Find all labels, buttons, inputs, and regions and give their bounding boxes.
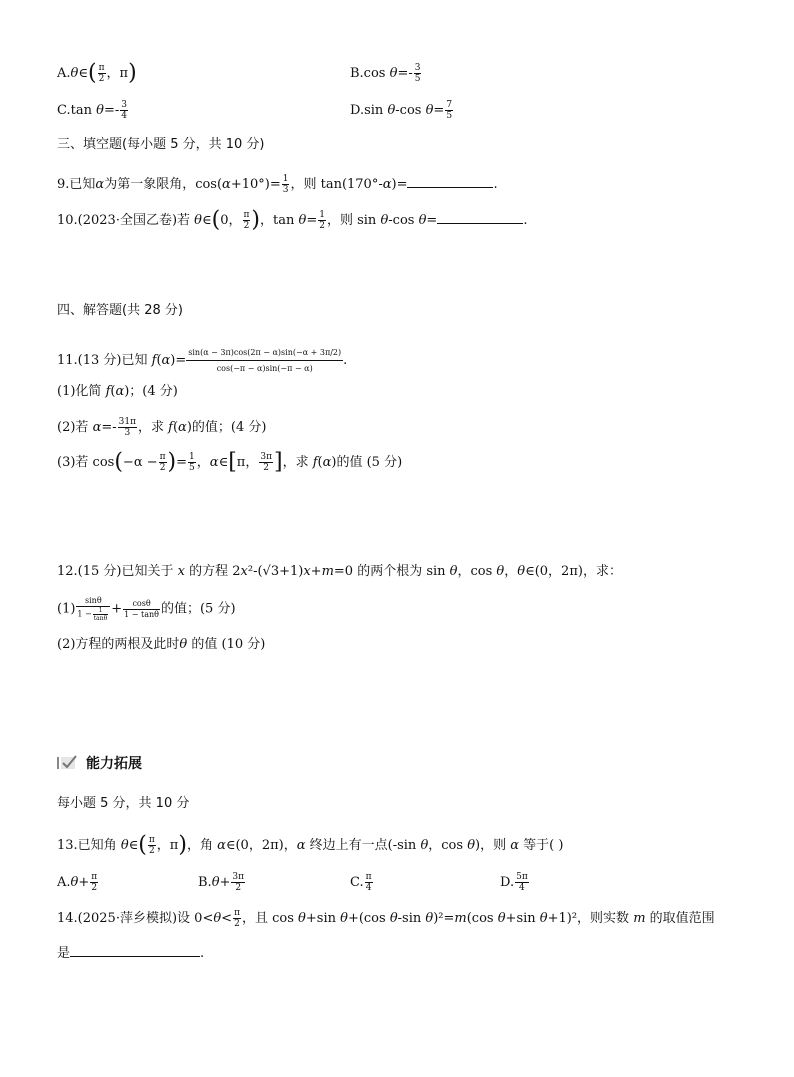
lparen: (: [138, 832, 147, 858]
frac-den: 2: [148, 846, 155, 856]
text: )=: [391, 177, 408, 192]
var: α: [222, 177, 231, 192]
text: 1 −: [77, 609, 92, 619]
var-theta: θ: [389, 66, 398, 81]
text: ，: [156, 838, 170, 853]
text: 的方程 2: [184, 564, 241, 579]
frac-num: π: [148, 835, 155, 845]
frac-num: 1: [282, 174, 289, 184]
text: +: [111, 601, 123, 617]
var: x: [177, 564, 185, 579]
text: (cos: [466, 911, 498, 926]
frac: [445, 100, 453, 121]
text: ，: [196, 455, 210, 470]
text: +: [219, 875, 231, 890]
frac-num: cosθ: [123, 599, 160, 610]
frac-den: 2: [243, 221, 250, 231]
option-label: A.: [57, 66, 71, 81]
var: θ: [418, 213, 427, 228]
answer-blank[interactable]: [407, 174, 493, 188]
text: ∈(0，2π)，: [225, 838, 297, 853]
rparen: ): [167, 449, 177, 475]
var: x: [240, 564, 248, 579]
text: <: [221, 911, 233, 926]
frac-den: 5: [446, 111, 453, 121]
var: α: [95, 177, 105, 192]
text: (: [110, 384, 116, 399]
frac-num: 3π: [260, 452, 272, 462]
var-theta: θ: [425, 103, 434, 118]
frac: [159, 452, 167, 473]
text: +: [78, 875, 90, 890]
question-13: [57, 832, 564, 858]
frac: [93, 607, 108, 622]
frac-num: 5π: [516, 872, 528, 882]
big-fraction: [186, 347, 343, 374]
text: π，: [236, 455, 259, 470]
frac-num: 31π: [118, 417, 137, 427]
section-3-title: 三、填空题(每小题 5 分，共 10 分): [57, 137, 265, 152]
rel: =: [433, 103, 445, 118]
frac-den: [76, 607, 110, 622]
text: 10.(2023·全国乙卷)若: [57, 213, 195, 228]
frac-den: 2: [319, 221, 325, 231]
question-11-part-2: [57, 417, 266, 438]
q8-option-b: [350, 63, 422, 84]
question-12: [57, 563, 622, 581]
frac-den: 5: [414, 74, 421, 84]
var: θ: [497, 911, 506, 926]
frac-num: 3: [414, 63, 421, 73]
text: 为第一象限角，cos(: [104, 177, 223, 192]
frac-num: π: [365, 872, 372, 882]
text: 的取值范围: [645, 911, 715, 926]
text: -cos: [388, 213, 419, 228]
text: (3)若 cos: [57, 455, 115, 470]
question-9: [57, 174, 498, 195]
text: .: [523, 213, 528, 228]
frac: [118, 417, 137, 438]
option-label: D.: [500, 875, 515, 890]
text: (: [172, 420, 179, 435]
text: =0 的两个根为 sin: [333, 564, 450, 579]
var: θ: [467, 838, 476, 853]
q8-option-d: [350, 100, 454, 121]
var: x: [303, 564, 311, 579]
frac-den: 2: [91, 883, 98, 893]
option-label: C.tan: [57, 103, 97, 118]
text: 等于( ): [519, 838, 564, 853]
frac-den: 4: [519, 883, 525, 893]
rparen: ): [251, 207, 261, 233]
text: )，则: [475, 838, 511, 853]
var: α: [178, 420, 187, 435]
text: (: [156, 353, 162, 368]
var: α: [161, 353, 171, 368]
question-11: [57, 347, 347, 374]
frac-num: 3: [121, 100, 127, 110]
var: α: [382, 177, 392, 192]
q8-option-c: [57, 100, 129, 121]
text: (2)方程的两根及此时: [57, 637, 180, 652]
var: f: [151, 353, 157, 368]
frac: [120, 100, 128, 121]
frac-den: 2: [234, 919, 240, 929]
question-12-part-1: [57, 596, 236, 622]
text: 11.(13 分)已知: [57, 353, 152, 368]
var: θ: [120, 838, 129, 853]
var: θ: [496, 564, 505, 579]
frac-den: 2: [235, 883, 242, 893]
var: θ: [389, 911, 398, 926]
text: ²-(√3+1): [247, 564, 304, 579]
text: 终边上有一点(-sin: [305, 838, 421, 853]
lparen: (: [211, 207, 221, 233]
text: (: [317, 455, 323, 470]
text: +sin: [505, 911, 540, 926]
question-12-part-2: [57, 636, 265, 654]
text: 的值；(5 分): [160, 601, 236, 617]
frac: [259, 452, 273, 473]
rel: ∈: [78, 66, 88, 81]
q13-option-b: [198, 872, 246, 893]
ability-subtitle: 每小题 5 分，共 10 分: [57, 796, 190, 811]
text: ，且 cos: [242, 911, 299, 926]
rparen: ): [128, 60, 137, 86]
text: =: [176, 455, 188, 470]
var: m: [321, 564, 334, 579]
text: −α −: [122, 455, 158, 470]
lparen: (: [114, 449, 123, 475]
text: 的值 (10 分): [187, 637, 266, 652]
text: ∈: [202, 213, 212, 228]
frac-den: 2: [159, 463, 166, 473]
var: θ: [425, 911, 434, 926]
frac-num: sin(α − 3π)cos(2π − α)sin(−α + 3π/2): [186, 347, 343, 361]
answer-blank[interactable]: [70, 943, 200, 957]
text: 14.(2025·萍乡模拟)设 0<: [57, 911, 214, 926]
frac: [123, 599, 160, 620]
text: (1): [57, 601, 76, 617]
frac-den: 2: [98, 74, 105, 84]
text: ，cos: [457, 564, 497, 579]
frac: [515, 872, 529, 893]
q13-option-c: [350, 872, 374, 893]
var: α: [92, 420, 102, 435]
frac: [282, 174, 290, 195]
var: α: [510, 838, 520, 853]
text: ∈: [128, 838, 139, 853]
icon-bar: [57, 757, 59, 769]
text: )的值；(4 分): [186, 420, 267, 435]
var: θ: [380, 213, 389, 228]
frac-den: 4: [365, 883, 372, 893]
frac-den: 1 − tanθ: [124, 609, 159, 619]
var: θ: [213, 911, 222, 926]
text: ，cos: [428, 838, 468, 853]
question-11-part-3: [57, 449, 403, 475]
text: )的值 (5 分): [331, 455, 403, 470]
frac: [365, 872, 373, 893]
frac: [318, 210, 326, 231]
pi: π: [119, 66, 129, 81]
text: =: [306, 213, 318, 228]
text: -sin: [397, 911, 426, 926]
var: θ: [298, 213, 307, 228]
option-label: A.: [57, 875, 71, 890]
var: f: [312, 455, 318, 470]
text: 是: [57, 946, 71, 961]
text: (2)若: [57, 420, 93, 435]
question-14: [57, 908, 715, 929]
text: ，tan: [260, 213, 299, 228]
text: +1)²，则实数: [547, 911, 634, 926]
rbracket: ]: [274, 449, 283, 475]
question-11-part-1: [57, 383, 178, 401]
var: θ: [179, 637, 188, 652]
var: f: [168, 420, 173, 435]
text: =-: [101, 420, 117, 435]
frac-den: 5: [189, 463, 195, 473]
frac-num: π: [234, 908, 240, 918]
text: ，: [504, 564, 518, 579]
var: m: [633, 911, 646, 926]
text: ，则 tan(170°-: [290, 177, 383, 192]
frac: [233, 908, 241, 929]
text: ∈: [218, 455, 229, 470]
text: -cos: [395, 103, 426, 118]
q13-option-d: [500, 872, 530, 893]
var: θ: [70, 875, 79, 890]
text: )；(4 分): [124, 384, 178, 399]
var-theta: θ: [96, 103, 104, 118]
text: ，则 sin: [326, 213, 381, 228]
text: 0，: [220, 213, 242, 228]
frac-num: π: [243, 210, 250, 220]
frac: [243, 210, 251, 231]
var: α: [115, 384, 125, 399]
text: ，求: [138, 420, 169, 435]
frac: [76, 596, 110, 622]
var: m: [454, 911, 467, 926]
var-theta: θ: [70, 66, 79, 81]
frac-den: tanθ: [93, 615, 108, 622]
text: ，角: [186, 838, 218, 853]
text: ∈(0，2π)，求：: [525, 564, 622, 579]
text: =: [426, 213, 438, 228]
answer-blank[interactable]: [437, 210, 523, 224]
sep: ，: [106, 66, 120, 81]
text: (1)化简: [57, 384, 106, 399]
text: .: [493, 177, 498, 192]
frac-den: 3: [282, 185, 289, 195]
var: f: [105, 384, 111, 399]
question-10: [57, 207, 528, 233]
frac-num: π: [159, 452, 166, 462]
var: α: [296, 838, 306, 853]
rel: =-: [103, 103, 120, 118]
text: +sin: [305, 911, 341, 926]
frac: [414, 63, 422, 84]
var: θ: [449, 564, 458, 579]
var: θ: [539, 911, 548, 926]
frac-num: 1: [93, 607, 108, 615]
text: +: [310, 564, 322, 579]
q13-option-a: [57, 872, 99, 893]
ability-title: 能力拓展: [86, 756, 142, 772]
text: π: [169, 838, 179, 853]
text: .: [200, 946, 205, 961]
check-icon: [57, 755, 77, 771]
frac: [231, 872, 245, 893]
var: α: [217, 838, 226, 853]
frac-num: 7: [446, 100, 453, 110]
question-14-line-2: [57, 943, 204, 963]
lparen: (: [87, 60, 97, 86]
frac-num: π: [98, 63, 105, 73]
q8-option-a: [57, 60, 137, 86]
var: θ: [340, 911, 348, 926]
text: )=: [170, 353, 187, 368]
rel: =-: [397, 66, 413, 81]
frac-num: sinθ: [76, 596, 110, 607]
var: α: [209, 455, 219, 470]
section-4-title: 四、解答题(共 28 分): [57, 303, 183, 318]
text: +(cos: [347, 911, 390, 926]
option-label: C.: [350, 875, 364, 890]
text: 12.(15 分)已知关于: [57, 564, 178, 579]
frac-num: π: [91, 872, 98, 882]
var: α: [322, 455, 332, 470]
var: θ: [420, 838, 429, 853]
lbracket: [: [228, 449, 237, 475]
frac-den: 4: [121, 111, 127, 121]
frac: [90, 872, 98, 893]
var: θ: [517, 564, 526, 579]
frac-den: 3: [124, 428, 131, 438]
text: 13.已知角: [57, 838, 121, 853]
text: +10°)=: [230, 177, 281, 192]
option-label: B.: [198, 875, 212, 890]
rparen: ): [178, 832, 187, 858]
frac-den: 2: [263, 463, 270, 473]
option-label: D.sin: [350, 103, 388, 118]
var-theta: θ: [387, 103, 396, 118]
frac-num: 1: [319, 210, 325, 220]
frac: [98, 63, 106, 84]
frac-num: 1: [189, 452, 195, 462]
text: ，求: [282, 455, 313, 470]
frac-num: 3π: [232, 872, 245, 882]
text: 9.已知: [57, 177, 96, 192]
frac: [148, 835, 156, 856]
text: )²=: [433, 911, 455, 926]
text: .: [343, 353, 348, 368]
var: θ: [211, 875, 220, 890]
frac-den: cos(−π − α)sin(−π − α): [216, 364, 313, 373]
frac: [188, 452, 196, 473]
var: θ: [194, 213, 202, 228]
option-label: B.cos: [350, 66, 390, 81]
var: θ: [298, 911, 306, 926]
